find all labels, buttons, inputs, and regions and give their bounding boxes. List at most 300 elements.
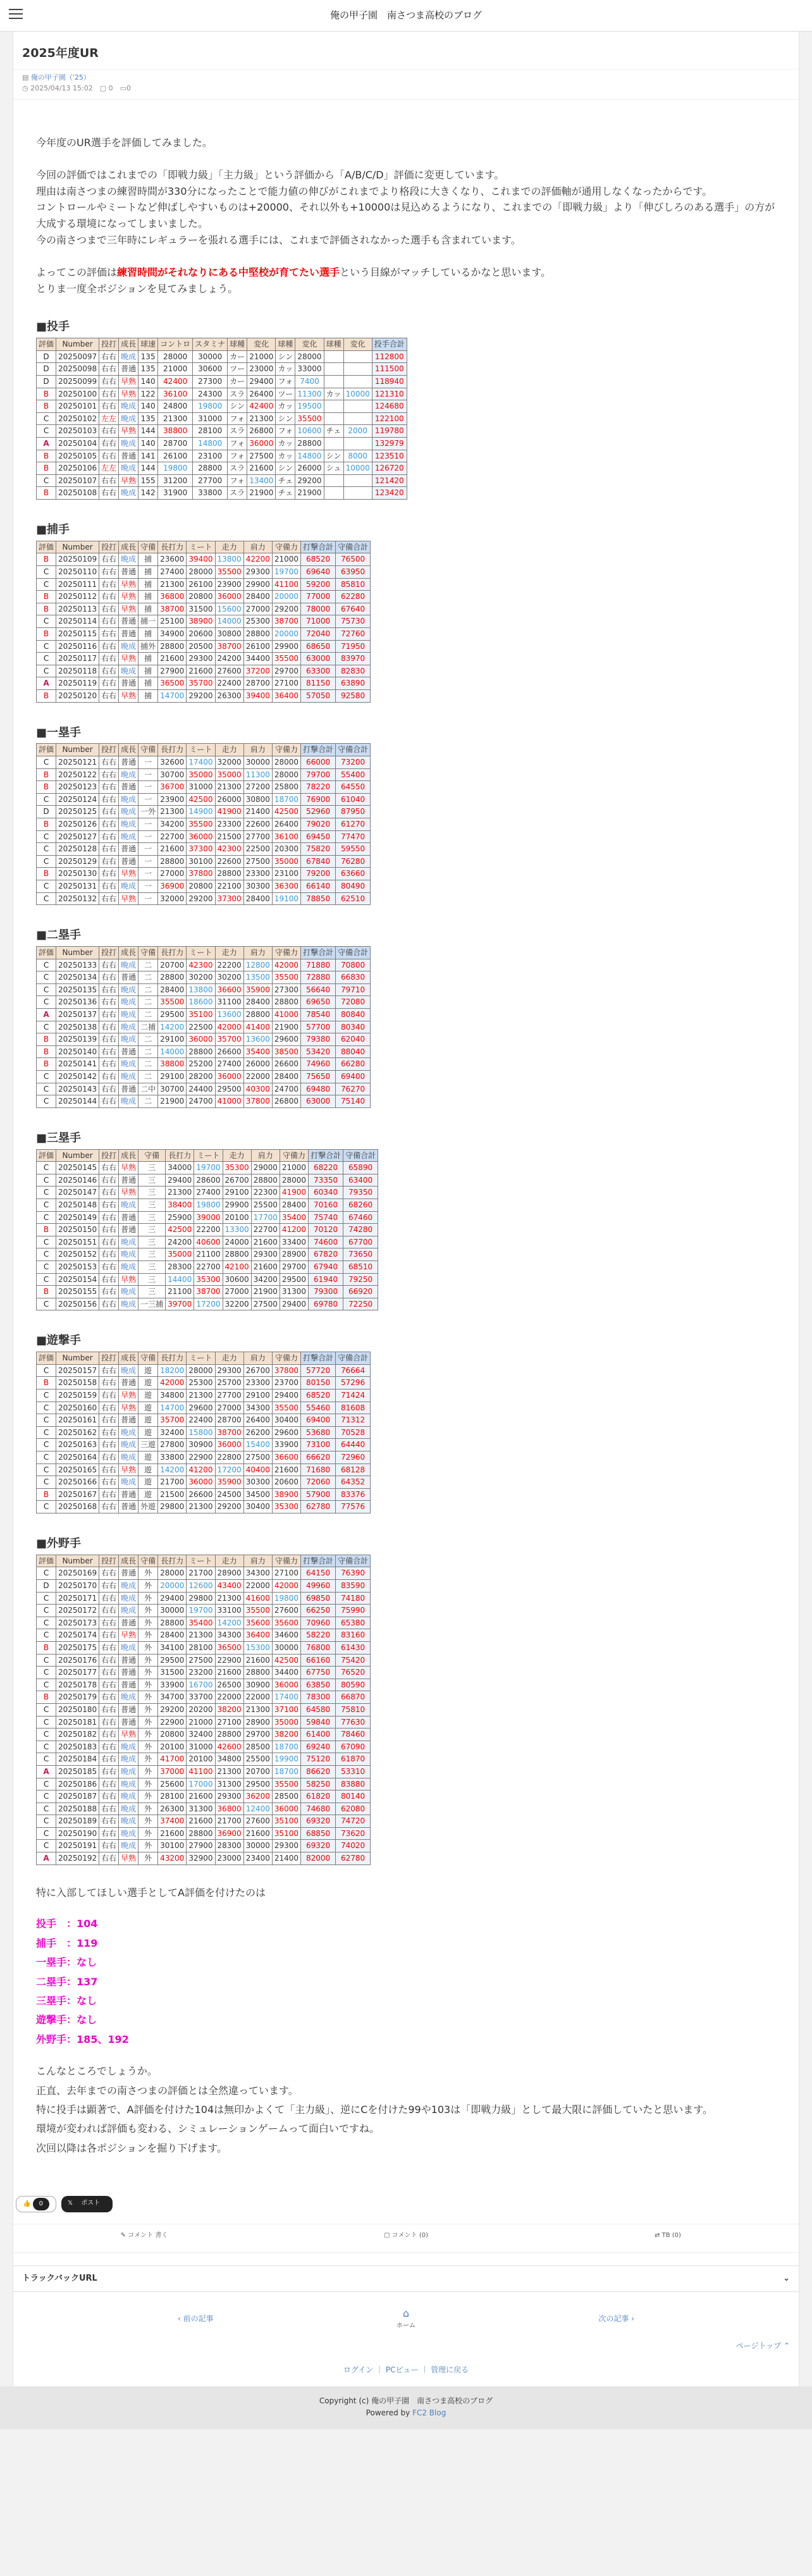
table-cell: 15800 (187, 1426, 215, 1439)
table-cell: 右右 (99, 1679, 119, 1691)
table-cell: 76900 (301, 793, 336, 806)
table-cell: 普通 (119, 1224, 138, 1236)
table-cell: 19900 (272, 1753, 300, 1766)
table-cell: 69400 (336, 1070, 371, 1083)
table-cell: 右右 (99, 1703, 119, 1716)
table-cell: 33800 (158, 1451, 187, 1464)
table-header-row (37, 744, 371, 756)
table-cell: 33100 (215, 1605, 243, 1617)
table-header-row (37, 1352, 371, 1365)
table-cell: 右右 (99, 1402, 119, 1414)
table-cell: 68520 (301, 553, 336, 566)
table-cell: 42500 (272, 1654, 300, 1667)
table-cell: 25700 (215, 1377, 243, 1390)
site-title[interactable]: 俺の甲子園 南さつま高校のブログ (329, 9, 482, 21)
outro-line: 特に投手は顕著で、A評価を付けた104は無印かよくて「主力級」、逆にCを付けた99や103は「即戦力級」として最大限に評価していたと思います。 (36, 2103, 713, 2116)
table-cell: 79200 (301, 868, 336, 880)
intro-highlight: 練習時間がそれなりにある中堅校が育てたい選手 (117, 266, 340, 279)
table-cell: 26000 (243, 1058, 272, 1071)
column-header: 守備 (138, 1149, 166, 1162)
column-header: 肩力 (243, 1352, 272, 1365)
table-cell: 三 (138, 1224, 166, 1236)
table-cell: C (37, 1679, 56, 1691)
column-header: 球種 (276, 338, 295, 351)
table-row (37, 1803, 371, 1815)
table-cell: 30400 (243, 1501, 272, 1513)
table-cell: 80590 (336, 1679, 371, 1691)
table-cell: 12600 (187, 1580, 215, 1593)
table-cell: 20250185 (56, 1765, 99, 1778)
table-cell: B (37, 1488, 56, 1501)
column-header: 守備力 (272, 744, 300, 756)
table-cell: C (37, 880, 56, 892)
table-cell: 晩成 (119, 462, 138, 475)
table-cell: 118940 (372, 375, 407, 388)
column-header: 肩力 (243, 1555, 272, 1567)
table-cell: 55460 (301, 1402, 336, 1414)
table-cell: 28000 (187, 1364, 215, 1377)
table-cell: 29300 (215, 1364, 243, 1377)
table-cell: 右右 (99, 1790, 119, 1803)
table-cell: 27000 (243, 603, 272, 615)
table-cell: 69320 (301, 1815, 336, 1828)
table-cell: 右右 (99, 1377, 119, 1390)
table-row (37, 437, 407, 450)
table-cell: 37800 (243, 1095, 272, 1108)
table-cell: B (37, 400, 56, 413)
table-cell: 34800 (158, 1390, 187, 1402)
table-row (37, 1008, 371, 1021)
table-cell: 20250158 (56, 1377, 99, 1390)
table-cell: 42300 (215, 843, 243, 856)
table-row (37, 1451, 371, 1464)
table-cell: 38700 (215, 640, 243, 653)
table-cell: 39000 (194, 1211, 223, 1224)
table-cell (343, 375, 372, 388)
table-cell: 30000 (193, 350, 228, 363)
table-cell: 36000 (187, 1033, 215, 1046)
table-cell: 26400 (272, 818, 300, 830)
table-cell: 普通 (119, 1703, 138, 1716)
table-cell: 晩成 (119, 1364, 138, 1377)
table-cell (324, 363, 343, 376)
table-cell: 41000 (272, 1008, 300, 1021)
table-row (37, 1488, 371, 1501)
comment-count[interactable]: 0 (108, 84, 113, 93)
column-header: 長打力 (166, 1149, 194, 1162)
table-cell: 右右 (99, 1199, 119, 1211)
table-cell: 29900 (243, 578, 272, 591)
table-cell: 外 (138, 1679, 158, 1691)
table-cell: 2000 (343, 425, 372, 438)
table-row (37, 425, 407, 438)
table-cell: 14800 (193, 437, 228, 450)
table-cell: 右右 (99, 1390, 119, 1402)
table-cell: 75740 (309, 1211, 343, 1224)
table-cell: 28500 (243, 1741, 272, 1753)
column-header: 走力 (215, 947, 243, 959)
table-cell: C (37, 1298, 56, 1310)
table-cell: 18700 (272, 1765, 300, 1778)
column-header: 守備合計 (336, 744, 371, 756)
table-cell: 32000 (215, 756, 243, 768)
table-cell: 右右 (99, 830, 119, 843)
table-cell: 66160 (301, 1654, 336, 1667)
table-row (37, 1033, 371, 1046)
prev-article-link[interactable]: ‹ 前の記事 (178, 2314, 214, 2323)
column-header: 成長 (119, 338, 138, 351)
table-cell: 66830 (336, 971, 371, 984)
table-cell: 20500 (187, 640, 215, 653)
table-cell: 41900 (215, 806, 243, 818)
table-cell: C (37, 892, 56, 905)
table-cell: 62780 (301, 1501, 336, 1513)
column-header: 走力 (215, 1352, 243, 1365)
table-cell: 31100 (215, 996, 243, 1009)
table-cell: 普通 (119, 1654, 138, 1667)
table-cell: 64150 (301, 1567, 336, 1580)
pc-view-link[interactable]: PCビュー (385, 2365, 419, 2375)
table-cell: 捕一 (138, 615, 158, 628)
column-header: 守備力 (272, 947, 300, 959)
table-cell: 27400 (158, 565, 187, 578)
table-cell: 62040 (336, 1033, 371, 1046)
table-cell: B (37, 591, 56, 603)
table-cell: 29700 (272, 665, 300, 677)
admin-link[interactable]: 管理に戻る (431, 2365, 469, 2375)
table-cell: 30300 (243, 880, 272, 892)
table-cell: 三遊 (138, 1439, 158, 1451)
table-cell: 20250146 (56, 1174, 99, 1186)
table-cell (324, 437, 343, 450)
table-cell: 73620 (336, 1827, 371, 1840)
table-cell: 53680 (301, 1426, 336, 1439)
table-cell: 22700 (194, 1260, 223, 1273)
share-bar (13, 2196, 799, 2212)
table-cell: C (37, 1095, 56, 1108)
table-cell: 20250116 (56, 640, 99, 653)
table-cell: 64440 (336, 1439, 371, 1451)
table-cell: 22000 (215, 1691, 243, 1704)
table-cell: 晩成 (119, 1021, 138, 1033)
table-cell: 27100 (272, 1567, 300, 1580)
table-cell: 32900 (187, 1852, 215, 1865)
table-cell: 12800 (243, 959, 272, 971)
table-cell: 53420 (301, 1045, 336, 1058)
table-cell: 19800 (158, 462, 193, 475)
table-cell: 26700 (223, 1174, 251, 1186)
table-cell: 63950 (336, 565, 371, 578)
table-cell: 20250183 (56, 1741, 99, 1753)
table-cell: 42500 (187, 793, 215, 806)
table-cell: 30600 (223, 1273, 251, 1286)
table-cell: 外 (138, 1840, 158, 1852)
table-cell: 71950 (336, 640, 371, 653)
table-cell: 右右 (99, 1464, 119, 1476)
table-cell: 晩成 (119, 983, 138, 996)
table-cell: 36000 (215, 1070, 243, 1083)
table-cell: B (37, 603, 56, 615)
table-cell: C (37, 640, 56, 653)
tb-label: TB (0) (661, 2231, 681, 2239)
table-cell: 右右 (99, 1691, 119, 1704)
column-header: 守備 (138, 744, 158, 756)
table-cell: 20250173 (56, 1617, 99, 1629)
menu-icon[interactable] (9, 9, 23, 20)
table-cell: 20250172 (56, 1605, 99, 1617)
table-cell: 35500 (158, 996, 187, 1009)
table-row (37, 793, 371, 806)
table-cell: 20250104 (56, 437, 99, 450)
trackback-count[interactable]: 0 (126, 84, 132, 93)
table-row (37, 1186, 378, 1199)
table-cell: C (37, 843, 56, 856)
table-cell (324, 412, 343, 425)
table-cell: 77630 (336, 1716, 371, 1729)
table-cell: 35100 (272, 1827, 300, 1840)
table-cell: 普通 (119, 1414, 138, 1427)
table-cell: 20250179 (56, 1691, 99, 1704)
table-cell: 29400 (280, 1298, 308, 1310)
table-cell: 普通 (119, 1211, 138, 1224)
table-cell: 21100 (166, 1286, 194, 1298)
table-cell: 25900 (166, 1211, 194, 1224)
table-cell: 20250138 (56, 1021, 99, 1033)
table-cell: 右右 (99, 1654, 119, 1667)
column-header: 長打力 (158, 541, 187, 553)
table-cell: 晩成 (119, 1815, 138, 1828)
table-cell: 左左 (99, 412, 119, 425)
table-cell: 21300 (158, 412, 193, 425)
table-cell: 27000 (223, 1286, 251, 1298)
table-cell: 20250167 (56, 1488, 99, 1501)
table-cell: 晩成 (119, 1070, 138, 1083)
table-cell: 121310 (372, 388, 407, 400)
table-cell: 66920 (343, 1286, 378, 1298)
table-row (37, 1852, 371, 1865)
table-cell: 20600 (272, 1476, 300, 1489)
table-cell: 41200 (280, 1224, 308, 1236)
table-cell: 21600 (247, 462, 276, 475)
section-heading-short: ■遊撃手 (36, 1334, 82, 1348)
table-cell: 一 (138, 843, 158, 856)
column-header: コントロ (158, 338, 193, 351)
table-cell: 67840 (301, 855, 336, 868)
table-cell: 25200 (187, 1058, 215, 1071)
table-cell: 23300 (215, 818, 243, 830)
table-cell: 外 (138, 1803, 158, 1815)
table-cell: 24500 (215, 1488, 243, 1501)
third-base-table (36, 1149, 378, 1311)
table-cell: 34200 (251, 1273, 280, 1286)
table-cell: 30200 (187, 971, 215, 984)
like-count: 0 (33, 2198, 49, 2210)
table-cell: 38700 (194, 1286, 223, 1298)
table-cell: B (37, 1058, 56, 1071)
table-cell: 21000 (272, 553, 300, 566)
table-cell: 右右 (99, 1803, 119, 1815)
table-cell: 71312 (336, 1414, 371, 1427)
home-label: ホーム (397, 2322, 415, 2330)
table-cell: 57900 (301, 1488, 336, 1501)
table-cell: 20250099 (56, 375, 99, 388)
table-cell: 捕 (138, 565, 158, 578)
table-cell: 72960 (336, 1451, 371, 1464)
table-cell: 23000 (215, 1852, 243, 1865)
table-cell: 36500 (158, 677, 187, 690)
table-cell: 29200 (272, 603, 300, 615)
table-cell: 23400 (243, 1852, 272, 1865)
table-cell: 晩成 (119, 1827, 138, 1840)
table-cell: 20000 (272, 591, 300, 603)
table-row (37, 665, 371, 677)
table-cell: 20250102 (56, 412, 99, 425)
table-cell: 30100 (187, 855, 215, 868)
table-row (37, 1765, 371, 1778)
section-heading-second: ■二塁手 (36, 928, 82, 942)
article-date: 2025/04/13 15:02 (30, 84, 93, 93)
pick-item: 一塁手：なし (36, 1956, 97, 1969)
table-cell: 22600 (243, 818, 272, 830)
table-cell: 124680 (372, 400, 407, 413)
table-cell: 早熟 (119, 603, 138, 615)
table-cell: カー (228, 350, 247, 363)
column-header: 走力 (215, 541, 243, 553)
table-cell: 35000 (272, 1716, 300, 1729)
column-header: 投打 (99, 947, 119, 959)
table-cell: 35600 (243, 1617, 272, 1629)
table-cell: 14200 (215, 1617, 243, 1629)
login-link[interactable]: ログイン (343, 2365, 374, 2375)
article-title[interactable]: 2025年度UR (22, 46, 99, 60)
table-cell: 81608 (336, 1402, 371, 1414)
table-cell: 32400 (158, 1426, 187, 1439)
table-cell: 右右 (99, 1840, 119, 1852)
table-cell: 25100 (158, 615, 187, 628)
table-cell: 28500 (272, 1790, 300, 1803)
write-comment-button[interactable] (13, 2224, 275, 2252)
table-row (37, 1070, 371, 1083)
table-cell: 31300 (280, 1286, 308, 1298)
pick-item: 遊撃手：なし (36, 2014, 97, 2026)
table-cell: 92580 (336, 689, 371, 702)
intro-text (36, 135, 776, 297)
table-cell: 13500 (243, 971, 272, 984)
table-cell: 晩成 (119, 1095, 138, 1108)
table-cell: 20250191 (56, 1840, 99, 1852)
table-row (37, 1045, 371, 1058)
table-cell: 88040 (336, 1045, 371, 1058)
table-cell: 20250098 (56, 363, 99, 376)
table-cell: 15600 (215, 603, 243, 615)
table-cell: 57700 (301, 1021, 336, 1033)
table-row (37, 1501, 371, 1513)
table-cell: 37300 (187, 843, 215, 856)
table-cell: 67640 (336, 603, 371, 615)
table-cell: 27500 (243, 855, 272, 868)
table-cell: 右右 (99, 880, 119, 892)
column-header: 長打力 (158, 744, 187, 756)
table-cell: 20250162 (56, 1426, 99, 1439)
trackback-button[interactable] (537, 2224, 799, 2252)
column-header: 成長 (119, 1149, 138, 1162)
home-button[interactable] (397, 2306, 415, 2331)
table-cell: 73350 (309, 1174, 343, 1186)
table-cell: 73200 (336, 756, 371, 768)
table-cell: C (37, 1273, 56, 1286)
table-cell: 28900 (243, 1716, 272, 1729)
article-body (13, 135, 799, 2159)
table-row (37, 1095, 371, 1108)
table-cell: 29400 (158, 1592, 187, 1605)
table-cell: 53310 (336, 1765, 371, 1778)
table-cell: 20250141 (56, 1058, 99, 1071)
intro-line: 今回の評価ではこれまでの「即戦力級」「主力級」という評価から「A/B/C/D」評価に変更しています。 (36, 169, 505, 182)
table-cell: 30000 (158, 1605, 187, 1617)
table-cell: 41600 (243, 1592, 272, 1605)
table-cell: 20800 (187, 591, 215, 603)
table-row (37, 1464, 371, 1476)
table-cell: 22900 (187, 1451, 215, 1464)
table-cell: 晩成 (119, 1778, 138, 1790)
column-header: Number (56, 338, 99, 351)
table-cell: 早熟 (119, 591, 138, 603)
table-cell: 36000 (247, 437, 276, 450)
table-cell: 一 (138, 855, 158, 868)
table-cell: 晩成 (119, 487, 138, 500)
table-cell: 28400 (243, 996, 272, 1009)
x-post-button[interactable]: 𝕏 ポスト (61, 2196, 113, 2212)
table-cell: 24200 (215, 653, 243, 665)
table-cell: C (37, 1174, 56, 1186)
table-row (37, 1236, 378, 1248)
table-cell: 37200 (243, 665, 272, 677)
table-cell: 72250 (343, 1298, 378, 1310)
table-cell: C (37, 1629, 56, 1642)
page-top-link[interactable] (13, 2340, 799, 2352)
table-cell: 35100 (272, 1815, 300, 1828)
table-cell: 72080 (336, 996, 371, 1009)
table-cell: 右右 (99, 1033, 119, 1046)
table-cell: 右右 (99, 1260, 119, 1273)
table-cell: フォ (228, 450, 247, 462)
comment-list-button[interactable] (275, 2224, 537, 2252)
table-cell: 捕 (138, 677, 158, 690)
column-header: 守備 (138, 1352, 158, 1365)
table-cell: 29200 (158, 1703, 187, 1716)
table-cell: スラ (228, 487, 247, 500)
like-button[interactable]: 👍 0 (16, 2196, 56, 2212)
footer-links: ログイン ｜ PCビュー ｜ 管理に戻る (343, 2365, 469, 2375)
table-cell: 67940 (309, 1260, 343, 1273)
table-cell: 右右 (99, 971, 119, 984)
table-cell: 20250126 (56, 818, 99, 830)
table-cell: 21000 (187, 1716, 215, 1729)
next-article-link[interactable]: 次の記事 › (598, 2314, 634, 2323)
table-cell: 119780 (372, 425, 407, 438)
table-cell: 20250112 (56, 591, 99, 603)
category-link[interactable]: 俺の甲子園（'25） (30, 73, 90, 82)
table-cell: 23100 (193, 450, 228, 462)
trackback-url-toggle[interactable] (13, 2265, 799, 2292)
table-cell: 20250156 (56, 1298, 99, 1310)
table-cell: 17400 (272, 1691, 300, 1704)
fc2-blog-link[interactable]: FC2 Blog (412, 2408, 446, 2418)
table-cell: ツー (276, 388, 295, 400)
table-cell: 右右 (99, 1729, 119, 1741)
table-cell: 26700 (243, 1364, 272, 1377)
table-cell: 遊 (138, 1476, 158, 1489)
